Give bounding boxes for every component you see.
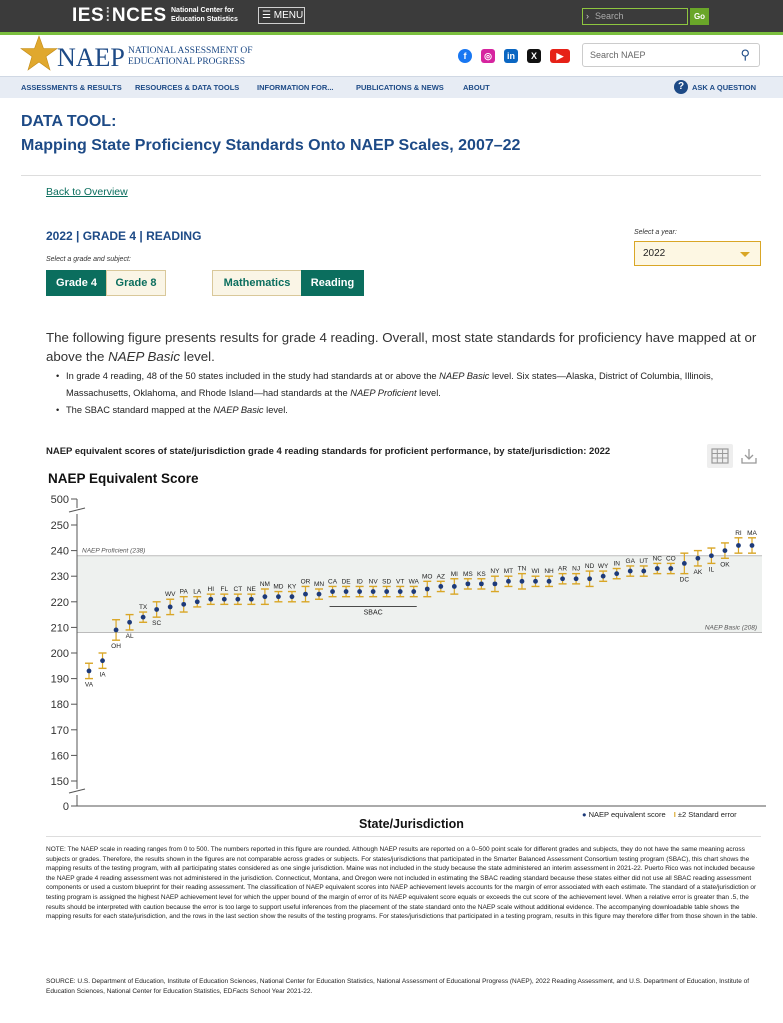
state-label: NV: [368, 578, 378, 586]
nces-logo-text: NCES: [111, 5, 167, 26]
data-point: [87, 669, 92, 674]
y-tick-label: 240: [50, 545, 69, 558]
data-point: [628, 569, 633, 574]
sbac-label: SBAC: [363, 609, 383, 617]
table-glyph: [707, 444, 733, 468]
nces-subtitle: National Center for Education Statistics: [171, 7, 238, 23]
state-label: SD: [382, 578, 392, 586]
naep-search-input[interactable]: [582, 43, 760, 67]
data-point: [736, 543, 741, 548]
search-icon: ›: [586, 11, 589, 21]
divider: [46, 836, 761, 837]
state-label: IA: [99, 671, 106, 679]
data-point: [398, 589, 403, 594]
linkedin-icon[interactable]: in: [504, 49, 518, 63]
data-point: [168, 605, 173, 610]
axis-break-mark: [69, 508, 85, 512]
state-label: MA: [747, 529, 757, 537]
data-point: [317, 592, 322, 597]
data-point: [195, 599, 200, 604]
legend-error-label: ±2 Standard error: [677, 810, 737, 819]
page-title-label: DATA TOOL:: [21, 113, 117, 130]
naep-logo[interactable]: NAEP: [57, 43, 125, 72]
data-point-group: [734, 530, 742, 553]
y-tick-label: 220: [50, 596, 69, 609]
top-search-placeholder: Search: [595, 11, 624, 21]
state-label: TX: [138, 604, 148, 612]
data-point-group: [747, 530, 757, 553]
figure-note: NOTE: The NAEP scale in reading ranges from 0 to 500. The numbers reported in this figure are rounded. Although NAEP results are reported on a 0–500 point scale for different grades and subjects, they do not have the same meaning across subjects or grades. Therefore, the results shown in the figures are not comparable across grades or subjects. For states/jurisdictions that participated in the Smarter Balanced Assessment Consortium testing program (SBAC), this chart shows the mapping results of the testing program, with all participating states considered as one single jurisdiction. Maine was not included in the study because the state administered an interim assessment in 2021-22. Puerto Rico was not included because the NAEP grade 4 reading assessment was not administered in the jurisdiction. Connecticut, Montana, and Oregon were not included in estimating the SBAC reading standard because these states either did not use all SBAC reading assessment components or used a custom blueprint for their reading assessment. The classification of NAEP equivalent scores into NAEP achievement levels accounts for the margin of error associated with each estimate. The standard of a state/jurisdiction or testing program is assigned the highest NAEP achievement level for which the upper bound of the margin of error of its NAEP equivalent score equals or exceeds the cut score of the achievement level. When a relative error is greater than .5, the results should be interpreted with caution because the error is too large to support useful inferences from the placement of the state standard onto the NAEP scale without additional evidence. The accompanying downloadable table shows the mapping results for each state/jurisdiction, and the rows in the last section show the results of the testing programs. For states/jurisdictions that participated in a testing program, results in this figure may therefore differ from those shown in the table.: [46, 846, 758, 921]
data-point: [465, 581, 470, 586]
data-point: [723, 548, 728, 553]
bullet-1-em-1: NAEP Basic: [439, 371, 490, 381]
state-label: CO: [665, 555, 676, 563]
data-point: [357, 589, 362, 594]
y-tick-label: 160: [50, 750, 69, 763]
download-icon[interactable]: [736, 444, 762, 468]
data-point: [344, 589, 349, 594]
question-icon[interactable]: ?: [674, 80, 688, 94]
y-tick-label: 180: [50, 699, 69, 712]
data-point: [181, 602, 186, 607]
y-tick-label: 210: [50, 622, 69, 635]
state-label: MO: [422, 573, 433, 581]
chevron-down-icon: [740, 252, 750, 257]
year-label: Select a year:: [634, 229, 677, 236]
state-label: KY: [287, 583, 297, 591]
data-point: [560, 576, 565, 581]
year-value: 2022: [643, 248, 666, 259]
data-point: [276, 594, 281, 599]
state-label: OH: [111, 643, 121, 651]
state-label: WY: [597, 563, 609, 571]
findings-list: [66, 368, 766, 419]
data-point: [249, 597, 254, 602]
state-label: WI: [531, 568, 540, 576]
page-title: Mapping State Proficiency Standards Onto NAEP Scales, 2007–22: [21, 137, 521, 154]
figure-title: NAEP equivalent scores of state/jurisdiction grade 4 reading standards for proficient performance, by state/jurisdiction: 2022: [46, 446, 611, 457]
nav-item-publications[interactable]: PUBLICATIONS & NEWS: [356, 83, 444, 92]
state-label: MS: [462, 570, 473, 578]
state-label: MT: [503, 568, 514, 576]
data-point: [411, 589, 416, 594]
state-label: DC: [679, 576, 690, 584]
state-label: SC: [152, 620, 162, 628]
data-point: [506, 579, 511, 584]
state-label: NM: [259, 581, 270, 588]
intro-text-em: NAEP Basic: [108, 349, 181, 364]
state-label: LA: [193, 588, 202, 596]
data-point: [574, 576, 579, 581]
state-label: MN: [313, 581, 325, 588]
state-label: NC: [652, 555, 662, 563]
data-point: [655, 566, 660, 571]
data-point: [438, 584, 443, 589]
state-label: WA: [408, 578, 419, 586]
source-text-a: SOURCE: U.S. Department of Education, Institute of Education Sciences, National Center for Education Statistics, National Assessment of Educational Progress (NAEP), 2022 Reading Assessment, and U.S. Department of Education, Institute of Education Sciences, National Center for Education Statistics, ED: [46, 978, 750, 995]
data-point: [641, 569, 646, 574]
data-point: [154, 607, 159, 612]
data-point: [303, 592, 308, 597]
menu-button[interactable]: ☰ MENU: [258, 7, 305, 24]
state-label: FL: [220, 586, 229, 594]
state-label: AL: [125, 632, 134, 640]
state-label: KS: [477, 570, 486, 578]
y-tick-label: 150: [50, 776, 69, 788]
selection-hint: Select a grade and subject:: [46, 256, 131, 263]
ask-question-link[interactable]: ASK A QUESTION: [692, 83, 757, 92]
axis-break-mark: [69, 789, 85, 793]
intro-text-a: The following figure presents results for grade 4 reading. Overall, most state standards for proficiency have mapped at or above the: [46, 330, 757, 364]
data-point: [384, 589, 389, 594]
data-point: [235, 597, 240, 602]
legend-point-icon: ●: [582, 810, 587, 819]
data-point: [709, 553, 714, 558]
y-tick-label: 0: [62, 801, 69, 813]
state-label: CT: [233, 586, 243, 594]
ies-logo-text: IES: [72, 5, 105, 26]
bullet-1-em-2: NAEP Proficient: [350, 388, 417, 398]
grade-4-button[interactable]: Grade 4: [46, 270, 107, 296]
naep-header: [0, 32, 783, 74]
x-axis-title: State/Jurisdiction: [359, 817, 464, 831]
table-view-icon[interactable]: [707, 444, 733, 468]
data-point: [100, 658, 105, 663]
top-bar: [0, 0, 783, 32]
state-label: PA: [179, 588, 188, 596]
source-text-em: Facts: [232, 987, 249, 995]
data-point: [493, 581, 498, 586]
data-point: [547, 579, 552, 584]
data-point: [695, 556, 700, 561]
y-tick-label: 200: [50, 648, 69, 660]
state-label: VA: [84, 681, 94, 689]
year-select[interactable]: [634, 241, 761, 266]
ies-nces-logo[interactable]: [72, 5, 167, 27]
y-tick-label: 500: [50, 494, 69, 506]
nav-item-information[interactable]: INFORMATION FOR...: [257, 83, 334, 92]
naep-search-placeholder: Search NAEP: [590, 50, 646, 60]
state-label: MD: [273, 583, 284, 591]
list-item: [66, 368, 766, 402]
data-point: [114, 628, 119, 633]
data-point: [222, 597, 227, 602]
go-button[interactable]: Go: [690, 8, 709, 25]
state-label: NY: [490, 568, 500, 576]
state-label: NE: [246, 586, 256, 594]
bullet-1-text-a: In grade 4 reading, 48 of the 50 states included in the study had standards at or above the: [66, 371, 440, 381]
data-point: [520, 579, 525, 584]
state-label: AR: [558, 565, 568, 573]
mathematics-button[interactable]: Mathematics: [212, 270, 302, 296]
state-label: NJ: [572, 565, 581, 573]
download-glyph: [736, 444, 762, 468]
naep-logo-subtitle: [128, 46, 253, 68]
search-icon[interactable]: ⚲: [740, 47, 750, 62]
legend-point-label: NAEP equivalent score: [588, 810, 666, 819]
data-point-group: [99, 653, 107, 678]
source-text-b: School Year 2021-22.: [248, 987, 313, 995]
back-to-overview-link[interactable]: Back to Overview: [46, 186, 128, 198]
y-tick-label: 250: [50, 520, 69, 532]
data-point: [479, 581, 484, 586]
data-point-group: [85, 663, 94, 688]
y-tick-label: 170: [50, 724, 69, 737]
data-point: [425, 587, 430, 592]
youtube-icon[interactable]: ▶: [550, 49, 570, 63]
state-label: TN: [517, 565, 527, 573]
data-point: [668, 566, 673, 571]
data-point: [750, 543, 755, 548]
state-label: IL: [708, 566, 715, 574]
x-icon[interactable]: X: [527, 49, 541, 63]
y-tick-label: 230: [50, 571, 69, 584]
proficiency-chart: [0, 490, 783, 815]
basic-reference-label: NAEP Basic (208): [704, 624, 757, 632]
bullet-2-em: NAEP Basic: [213, 405, 264, 415]
divider: [21, 175, 761, 176]
naep-logo-subtitle-line-2: EDUCATIONAL PROGRESS: [128, 57, 246, 67]
proficient-reference-label: NAEP Proficient (238): [82, 547, 146, 555]
bullet-1-text-b: level. Six states—Alaska, District of Columbia, Illinois, Massachusetts, Oklahoma, and Rhode Island—had standards at the: [66, 371, 714, 398]
bullet-2-text-b: level.: [263, 405, 288, 415]
state-label: ID: [356, 578, 363, 586]
state-label: IN: [613, 560, 620, 568]
data-point: [330, 589, 335, 594]
state-label: OK: [720, 561, 730, 569]
intro-text: [46, 328, 762, 366]
list-item: [66, 402, 766, 419]
data-point: [290, 594, 295, 599]
logo-separator: ⁞: [105, 5, 111, 26]
state-label: AK: [693, 568, 703, 576]
state-label: NH: [544, 568, 554, 576]
data-point: [533, 579, 538, 584]
data-point: [601, 574, 606, 579]
state-label: WV: [164, 591, 176, 599]
state-label: HI: [207, 586, 215, 594]
bullet-2-text-a: The SBAC standard mapped at the: [66, 405, 214, 415]
reading-button[interactable]: Reading: [301, 270, 364, 296]
data-point: [127, 620, 132, 625]
state-label: VT: [396, 578, 405, 586]
state-label: AZ: [436, 573, 445, 581]
data-point: [208, 597, 213, 602]
legend-error-icon: I: [673, 810, 676, 819]
naep-logo-subtitle-line-1: NATIONAL ASSESSMENT OF: [128, 46, 253, 56]
state-label: UT: [639, 557, 649, 565]
data-point: [141, 615, 146, 620]
bullet-1-text-c: level.: [416, 388, 441, 398]
selection-title: 2022 | GRADE 4 | READING: [46, 229, 202, 243]
data-point: [262, 594, 267, 599]
data-point: [614, 571, 619, 576]
facebook-icon[interactable]: f: [458, 49, 472, 63]
state-label: ND: [584, 563, 595, 571]
nav-item-assessments[interactable]: ASSESSMENTS & RESULTS: [21, 83, 122, 92]
data-point: [452, 584, 457, 589]
y-axis-title: NAEP Equivalent Score: [48, 471, 199, 486]
data-point: [371, 589, 376, 594]
nav-item-resources[interactable]: RESOURCES & DATA TOOLS: [135, 83, 240, 92]
y-tick-label: 190: [50, 673, 69, 686]
state-label: MI: [450, 570, 458, 578]
data-point: [587, 576, 592, 581]
data-point: [682, 561, 687, 566]
state-label: RI: [735, 529, 742, 537]
state-label: OR: [300, 578, 311, 586]
intro-text-b: level.: [180, 349, 215, 364]
main-nav: [0, 76, 783, 98]
instagram-icon[interactable]: ◎: [481, 49, 495, 63]
figure-source: [46, 977, 762, 996]
state-label: GA: [625, 557, 635, 565]
naep-star-icon: [20, 35, 58, 71]
chart-legend: [582, 810, 737, 819]
state-label: DE: [341, 578, 351, 586]
top-search-input[interactable]: [582, 8, 688, 25]
state-label: CA: [328, 578, 338, 586]
nav-item-about[interactable]: ABOUT: [463, 83, 490, 92]
grade-8-button[interactable]: Grade 8: [106, 270, 166, 296]
